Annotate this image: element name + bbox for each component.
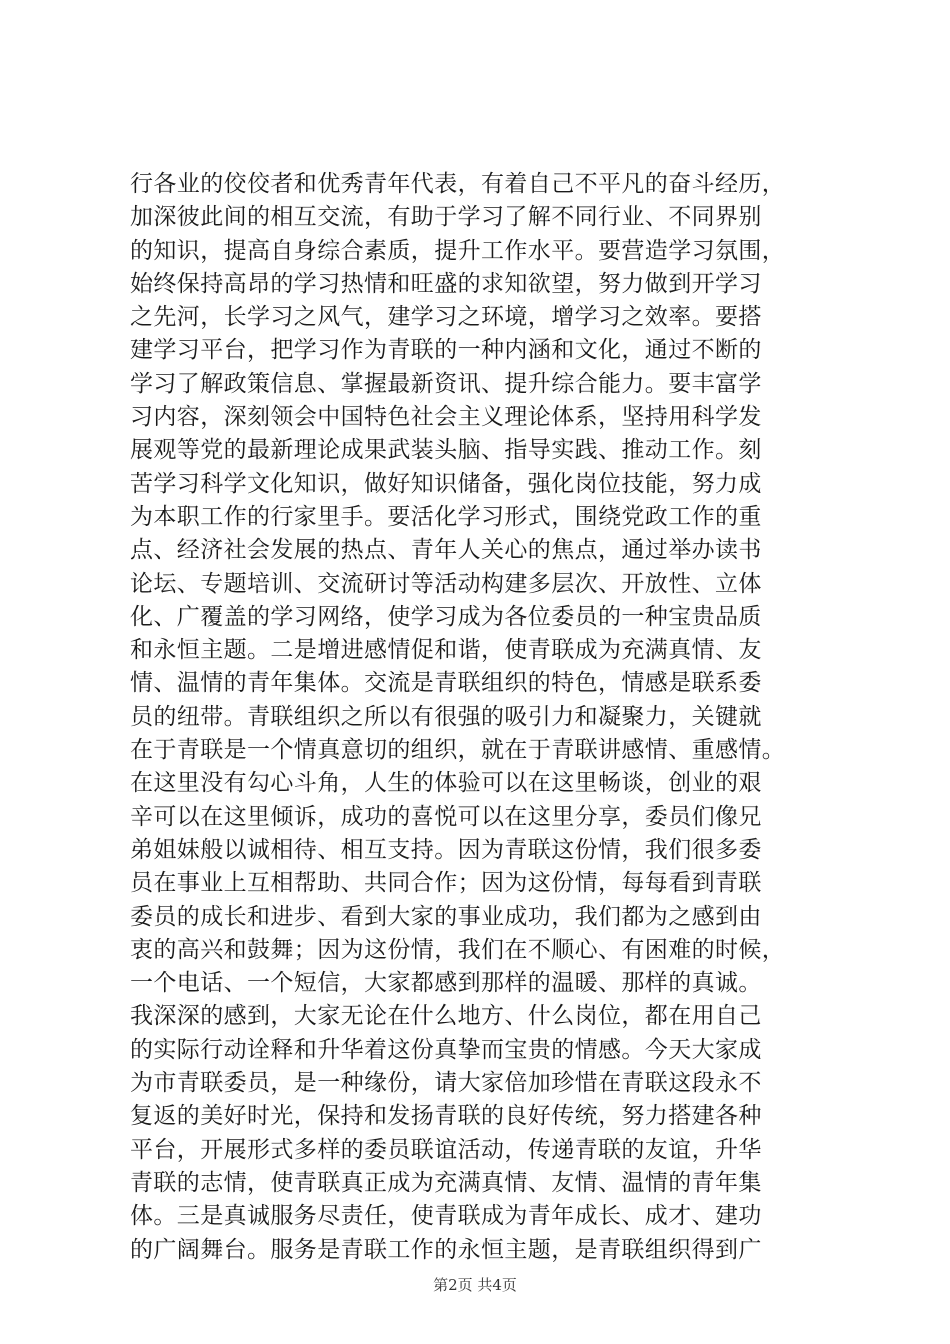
text-line: 化、广覆盖的学习网络，使学习成为各位委员的一种宝贵品质: [130, 603, 762, 630]
text-line: 员在事业上互相帮助、共同合作；因为这份情，每每看到青联: [130, 870, 762, 897]
text-line: 辛可以在这里倾诉，成功的喜悦可以在这里分享，委员们像兄: [130, 803, 762, 830]
text-line: 在于青联是一个情真意切的组织，就在于青联讲感情、重感情。: [130, 737, 786, 764]
text-line: 和永恒主题。二是增进感情促和谐，使青联成为充满真情、友: [130, 637, 762, 664]
text-line: 体。三是真诚服务尽责任，使青联成为青年成长、成才、建功: [130, 1203, 762, 1230]
text-line: 论坛、专题培训、交流研讨等活动构建多层次、开放性、立体: [130, 570, 762, 597]
text-line: 学习了解政策信息、掌握最新资讯、提升综合能力。要丰富学: [130, 370, 762, 397]
text-line: 的实际行动诠释和升华着这份真挚而宝贵的情感。今天大家成: [130, 1036, 762, 1063]
text-line: 情、温情的青年集体。交流是青联组织的特色，情感是联系委: [130, 670, 762, 697]
page-number: 第2页 共4页: [433, 1276, 517, 1294]
body-text: [130, 168, 830, 1267]
text-line: 复返的美好时光，保持和发扬青联的良好传统，努力搭建各种: [130, 1103, 762, 1130]
text-line: 加深彼此间的相互交流，有助于学习了解不同行业、不同界别: [130, 204, 762, 231]
text-line: 在这里没有勾心斗角，人生的体验可以在这里畅谈，创业的艰: [130, 770, 762, 797]
text-line: 为市青联委员，是一种缘份，请大家倍加珍惜在青联这段永不: [130, 1070, 762, 1097]
text-line: 青联的志情，使青联真正成为充满真情、友情、温情的青年集: [130, 1169, 762, 1196]
text-line: 的广阔舞台。服务是青联工作的永恒主题，是青联组织得到广: [130, 1236, 762, 1263]
text-line: 建学习平台，把学习作为青联的一种内涵和文化，通过不断的: [130, 337, 762, 364]
text-line: 之先河，长学习之风气，建学习之环境，增学习之效率。要搭: [130, 304, 762, 331]
text-line: 行各业的佼佼者和优秀青年代表，有着自己不平凡的奋斗经历，: [130, 171, 786, 197]
text-line: 衷的高兴和鼓舞；因为这份情，我们在不顺心、有困难的时候，: [130, 936, 786, 963]
text-line: 我深深的感到，大家无论在什么地方、什么岗位，都在用自己: [130, 1003, 762, 1030]
text-line: 展观等党的最新理论成果武装头脑、指导实践、推动工作。刻: [130, 437, 762, 464]
text-line: 弟姐妹般以诚相待、相互支持。因为青联这份情，我们很多委: [130, 836, 762, 863]
text-line: 为本职工作的行家里手。要活化学习形式，围绕党政工作的重: [130, 503, 762, 530]
text-line: 平台，开展形式多样的委员联谊活动，传递青联的友谊，升华: [130, 1136, 762, 1163]
text-line: 习内容，深刻领会中国特色社会主义理论体系，坚持用科学发: [130, 404, 762, 431]
text-line: 苦学习科学文化知识，做好知识储备，强化岗位技能，努力成: [130, 470, 762, 497]
text-line: 始终保持高昂的学习热情和旺盛的求知欲望，努力做到开学习: [130, 270, 762, 297]
text-line: 员的纽带。青联组织之所以有很强的吸引力和凝聚力，关键就: [130, 703, 762, 730]
text-line: 一个电话、一个短信，大家都感到那样的温暖、那样的真诚。: [130, 970, 762, 997]
text-line: 点、经济社会发展的热点、青年人关心的焦点，通过举办读书: [130, 537, 762, 564]
text-line: 的知识，提高自身综合素质，提升工作水平。要营造学习氛围，: [130, 237, 786, 264]
text-line: 委员的成长和进步、看到大家的事业成功，我们都为之感到由: [130, 903, 762, 930]
